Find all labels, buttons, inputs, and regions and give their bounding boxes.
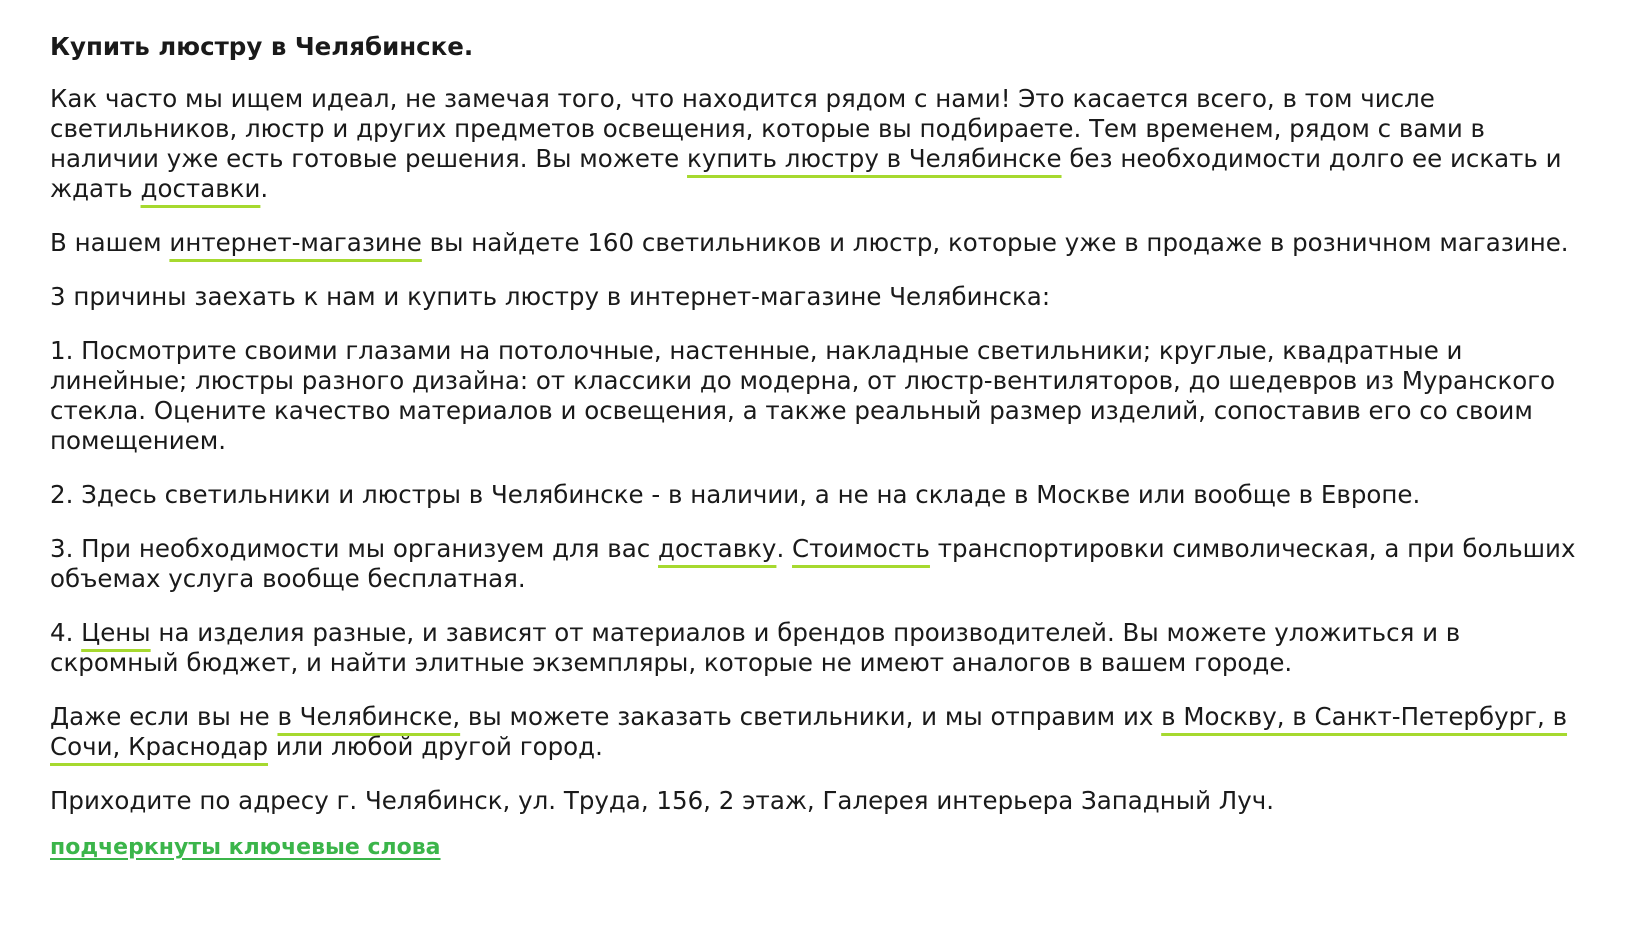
keyword-link-buy-chandelier[interactable]: купить люстру в Челябинске xyxy=(687,144,1062,173)
address-paragraph: Приходите по адресу г. Челябинск, ул. Труда, 156, 2 этаж, Галерея интерьера Западный Луч. xyxy=(50,786,1274,815)
reason-4-paragraph xyxy=(50,618,1580,678)
paragraph-text: транспортировки символическая, а при больших объемах услуга вообще бесплатная. xyxy=(50,534,1576,593)
reason-1-paragraph: 1. Посмотрите своими глазами на потолочные, настенные, накладные светильники; круглые, квадратные и линейные; люстры разного дизайна: от классики до модерна, от люстр-вентиляторов, до шедевров из Муранского стекла. Оцените качество материалов и освещения, а также реальный размер изделий, сопоставив его со своим помещением. xyxy=(50,336,1556,455)
paragraph-text: или любой другой город. xyxy=(268,732,603,761)
keyword-link-delivery[interactable]: доставки xyxy=(140,174,261,203)
keyword-link-online-store[interactable]: интернет-магазине xyxy=(169,228,422,257)
paragraph-text: вы можете заказать светильники, и мы отправим их xyxy=(460,702,1162,731)
keyword-link-cities[interactable]: в Москву, в Санкт-Петербург, в Сочи, Краснодар xyxy=(50,702,1568,761)
paragraph-text: на изделия разные, и зависят от материалов и брендов производителей. Вы можете уложиться и в скромный бюджет, и найти элитные экземпляры, которые не имеют аналогов в вашем городе. xyxy=(50,618,1461,677)
paragraph-text: Как часто мы ищем идеал, не замечая того, что находится рядом с нами! Это касается всего, в том числе светильников, люстр и других предметов освещения, которые вы подбираете. Тем временем, рядом с вами в наличии уже есть готовые решения. Вы можете xyxy=(50,84,1485,173)
keyword-link-chelyabinsk[interactable]: в Челябинске, xyxy=(277,702,461,731)
paragraph-text: 4. xyxy=(50,618,82,647)
paragraph-text: Даже если вы не xyxy=(50,702,278,731)
reason-3-paragraph xyxy=(50,534,1580,594)
page-title: Купить люстру в Челябинске. xyxy=(50,32,474,61)
keyword-link-delivery[interactable]: доставку xyxy=(658,534,777,563)
paragraph-text: 3. При необходимости мы организуем для вас xyxy=(50,534,659,563)
paragraph-text: В нашем xyxy=(50,228,170,257)
keyword-link-cost[interactable]: Стоимость xyxy=(792,534,930,563)
reason-2-paragraph: 2. Здесь светильники и люстры в Челябинске - в наличии, а не на складе в Москве или вообще в Европе. xyxy=(50,480,1421,509)
paragraph-text: . xyxy=(776,534,793,563)
keywords-note: подчеркнуты ключевые слова xyxy=(50,835,441,860)
intro-paragraph xyxy=(50,84,1580,204)
store-paragraph xyxy=(50,228,1580,258)
paragraph-text: без необходимости долго ее искать и ждать xyxy=(50,144,1562,203)
cities-paragraph xyxy=(50,702,1580,762)
article xyxy=(50,32,1580,862)
paragraph-text: . xyxy=(260,174,269,203)
paragraph-text: вы найдете 160 светильников и люстр, которые уже в продаже в розничном магазине. xyxy=(421,228,1569,257)
keyword-link-prices[interactable]: Цены xyxy=(81,618,151,647)
reasons-heading: 3 причины заехать к нам и купить люстру в интернет-магазине Челябинска: xyxy=(50,282,1051,311)
